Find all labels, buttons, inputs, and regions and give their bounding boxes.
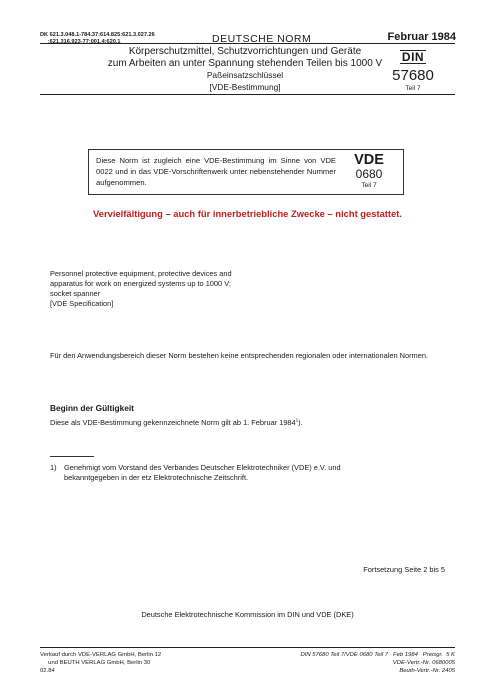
english-line-4: [VDE Specification] [50,299,114,308]
footer-publisher [40,651,161,675]
issue-date: Februar 1984 [387,31,456,43]
vde-mark [340,153,398,190]
footnote-text: Genehmigt vom Vorstand des Verbandes Deutscher Elektrotechniker (VDE) e.V. und bekanntgegeben in der etz Elektrotechnische Zeitschrift. [64,463,341,482]
header-rule [40,43,455,44]
title-line-3: Paßeinsatzschlüssel [206,70,284,80]
footer-left-3: 02.84 [40,668,55,674]
english-line-1: Personnel protective equipment, protective devices and [50,269,232,278]
footnote-rule [50,456,94,457]
din-part: Teil 7 [405,85,421,92]
reproduction-warning: Vervielfältigung – auch für innerbetriebliche Zwecke – nicht gestattet. [93,208,402,219]
scope-statement: Für den Anwendungsbereich dieser Norm bestehen keine entsprechenden regionalen oder internationalen Normen. [50,351,428,360]
english-line-2: apparatus for work on energized systems up to 1000 V; [50,279,231,288]
din-logo: DIN [401,50,425,64]
dk-line-2: :621.316.923-77:001.4:620.1 [40,39,121,45]
english-title [50,269,232,309]
continuation-note: Fortsetzung Seite 2 bis 5 [363,565,445,574]
footer-left-1: Verkauf durch VDE-VERLAG GmbH, Berlin 12 [40,652,162,658]
norm-label: DEUTSCHE NORM [212,33,312,45]
footnote-reference: 1 [295,417,299,423]
footer-rule [40,647,455,648]
validity-sentence: Diese als VDE-Bestimmung gekennzeichnete Norm gilt ab 1. Februar 1984 [50,418,296,427]
vde-part: Teil 7 [361,182,377,189]
din-mark [391,48,435,92]
dk-line-1: DK 621.3.048.1-784.37:614.825:621.3.027.26 [40,32,155,38]
english-line-3: socket spanner [50,289,101,298]
vde-logo: VDE [354,152,384,168]
footer-right-2: VDE-Vertr.-Nr. 0680005 [392,660,455,666]
validity-heading: Beginn der Gültigkeit [50,403,134,413]
din-number: 57680 [392,67,434,84]
footer-left-2: und BEUTH VERLAG GmbH, Berlin 30 [40,660,151,666]
vde-notice-text: Diese Norm ist zugleich eine VDE-Bestimmung im Sinne von VDE 0022 und in das VDE-Vorschriftenwerk unter nebenstehender Nummer aufgenommen. [96,156,336,187]
footer-right-1: DIN 57680 Teil 7/VDE 0680 Teil 7 Feb 1984 Preisgr. 5 K [300,652,455,658]
footnote [50,463,364,483]
footnote-mark: 1) [50,463,57,472]
footer-reference [300,651,455,675]
title-rule [40,94,455,95]
title-line-4: [VDE-Bestimmung] [209,81,281,92]
document-title [95,46,395,92]
title-line-1: Körperschutzmittel, Schutzvorrichtungen und Geräte [128,46,362,57]
commission-name: Deutsche Elektrotechnische Kommission im DIN und VDE (DKE) [141,610,354,619]
title-line-2: zum Arbeiten an unter Spannung stehenden Teilen bis 1000 V [107,57,383,69]
validity-text [50,418,303,427]
vde-number: 0680 [355,167,383,181]
validity-end: ). [298,418,303,427]
footer-right-3: Beuth-Vertr.-Nr. 2405 [399,668,455,674]
